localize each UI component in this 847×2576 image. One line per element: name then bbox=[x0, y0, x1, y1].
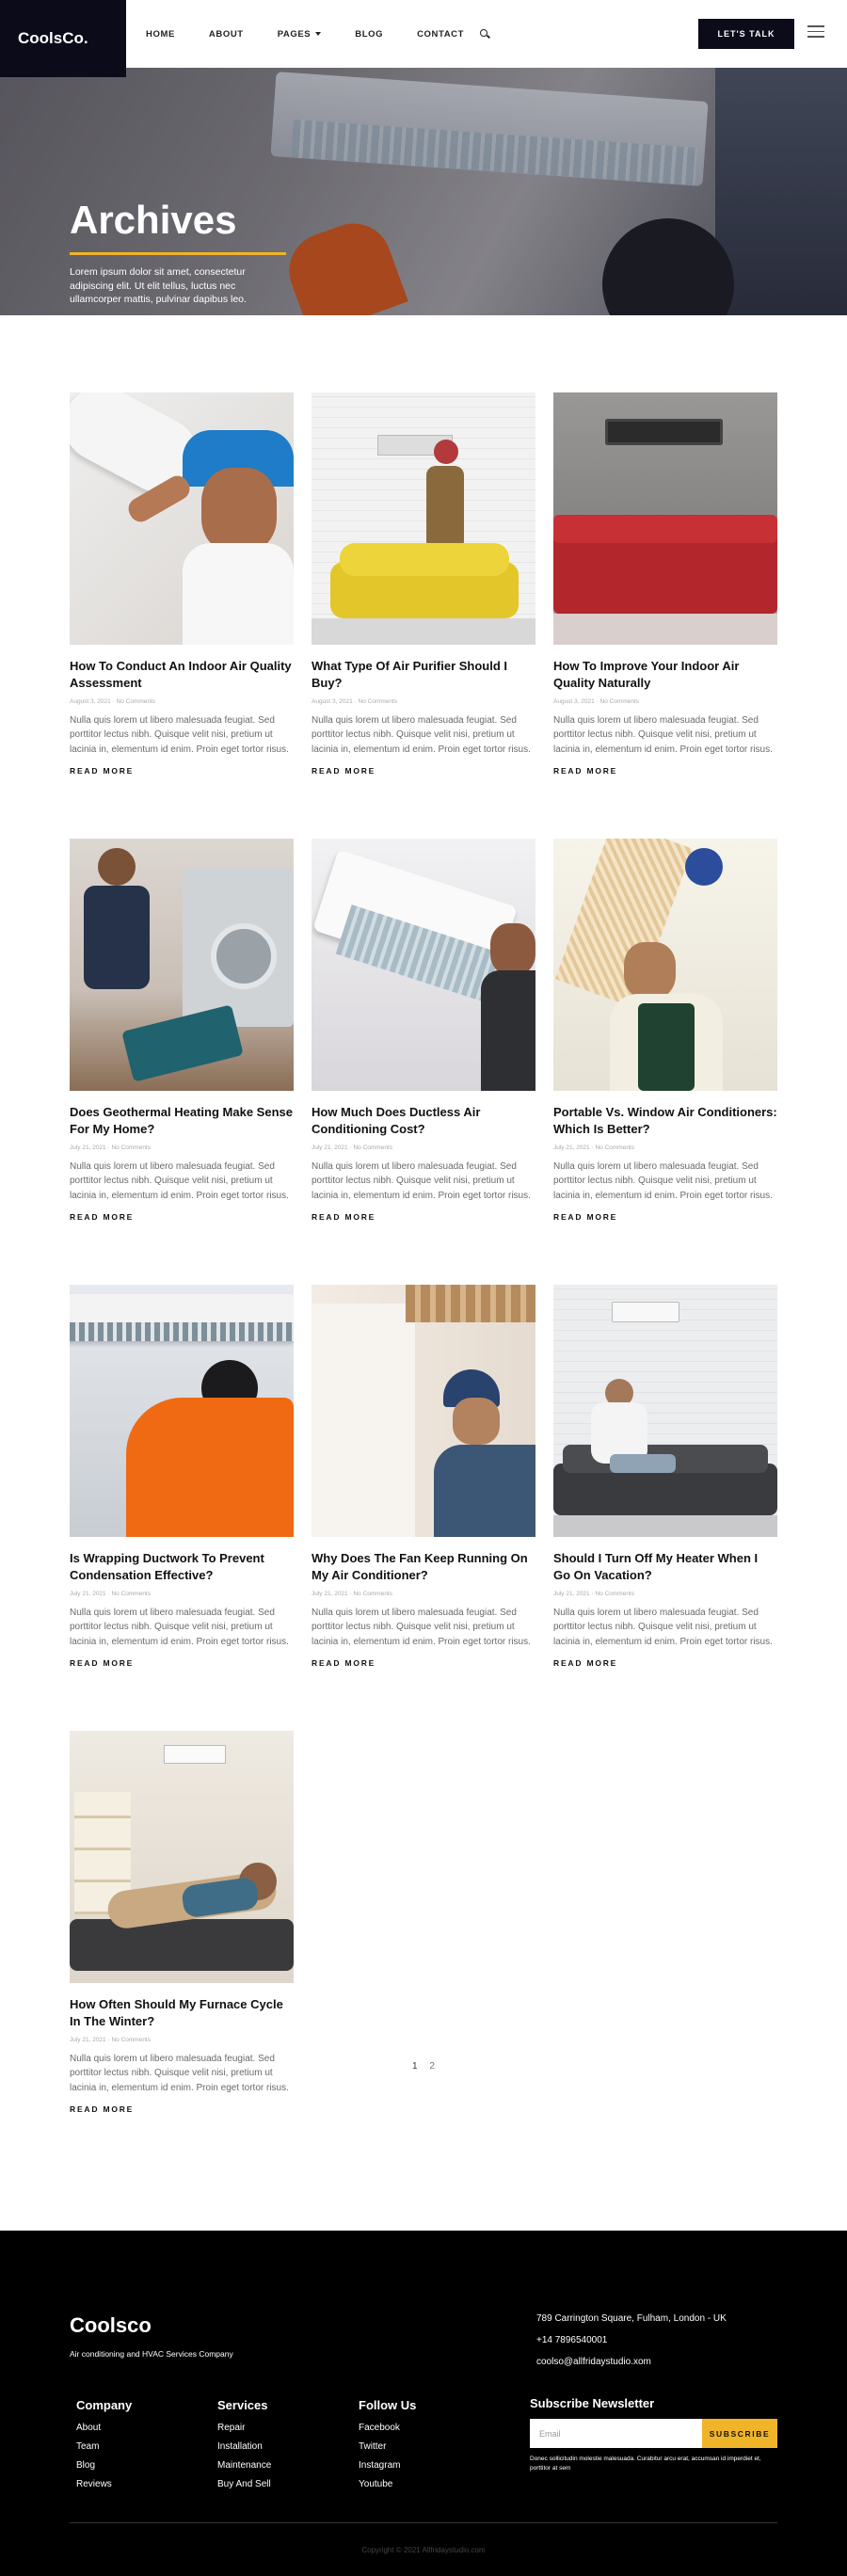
post-card bbox=[70, 1731, 294, 2117]
nav-home-label: HOME bbox=[146, 28, 175, 40]
post-date: July 21, 2021 bbox=[553, 1590, 590, 1597]
main-nav bbox=[146, 0, 490, 68]
footer-col-title: Services bbox=[217, 2398, 268, 2412]
post-title[interactable]: How Often Should My Furnace Cycle In The Winter? bbox=[70, 1997, 283, 2029]
post-title[interactable]: How Much Does Ductless Air Conditioning Cost? bbox=[312, 1105, 481, 1137]
post-meta: July 21, 2021 · No Comments bbox=[312, 1590, 392, 1597]
footer-divider bbox=[70, 2522, 777, 2523]
post-comments[interactable]: No Comments bbox=[599, 697, 640, 705]
posts-section bbox=[0, 315, 847, 2115]
newsletter-title: Subscribe Newsletter bbox=[530, 2396, 655, 2410]
hero-description: Lorem ipsum dolor sit amet, consectetur adipiscing elit. Ut elit tellus, luctus nec ullamcorper mattis, pulvinar dapibus leo. bbox=[70, 266, 247, 306]
post-date: July 21, 2021 bbox=[70, 1144, 106, 1151]
read-more-link[interactable]: READ MORE bbox=[553, 1658, 618, 1669]
post-card bbox=[70, 839, 294, 1224]
post-excerpt: Nulla quis lorem ut libero malesuada feugiat. Sed porttitor lectus nibh. Quisque velit nisi, pretium ut lacinia in, elementum id enim. Proin eget tortor risus. bbox=[312, 714, 531, 755]
post-thumbnail[interactable] bbox=[312, 839, 535, 1091]
post-thumbnail[interactable] bbox=[70, 1285, 294, 1537]
post-excerpt: Nulla quis lorem ut libero malesuada feugiat. Sed porttitor lectus nibh. Quisque velit nisi, pretium ut lacinia in, elementum id enim. Proin eget tortor risus. bbox=[553, 1160, 773, 1201]
newsletter-email-input[interactable] bbox=[530, 2419, 702, 2448]
post-card bbox=[70, 392, 294, 778]
post-thumbnail[interactable] bbox=[70, 839, 294, 1091]
read-more-link[interactable]: READ MORE bbox=[312, 766, 376, 776]
post-meta: July 21, 2021 · No Comments bbox=[553, 1144, 634, 1151]
footer-link-repair[interactable]: Repair bbox=[217, 2423, 246, 2433]
nav-pages-label: PAGES bbox=[277, 28, 312, 40]
footer-link-twitter[interactable]: Twitter bbox=[359, 2441, 387, 2452]
post-date: August 3, 2021 bbox=[553, 697, 595, 705]
logo[interactable] bbox=[0, 0, 126, 77]
footer-col-title: Company bbox=[76, 2398, 133, 2412]
post-thumbnail[interactable] bbox=[70, 392, 294, 645]
post-title[interactable]: Why Does The Fan Keep Running On My Air Conditioner? bbox=[312, 1551, 528, 1583]
footer-col-follow bbox=[359, 2398, 416, 2498]
caret-down-icon bbox=[315, 32, 321, 36]
footer-tagline: Air conditioning and HVAC Services Company bbox=[70, 2349, 233, 2359]
post-excerpt: Nulla quis lorem ut libero malesuada feugiat. Sed porttitor lectus nibh. Quisque velit nisi, pretium ut lacinia in, elementum id enim. Proin eget tortor risus. bbox=[553, 1607, 773, 1647]
nav-home[interactable] bbox=[146, 29, 175, 40]
read-more-link[interactable]: READ MORE bbox=[312, 1212, 376, 1223]
post-card bbox=[553, 1285, 777, 1671]
nav-about-label: ABOUT bbox=[208, 28, 244, 40]
post-comments[interactable]: No Comments bbox=[353, 1590, 392, 1597]
post-thumbnail[interactable] bbox=[312, 1285, 535, 1537]
hamburger-menu-icon[interactable] bbox=[807, 25, 824, 39]
footer-link-youtube[interactable]: Youtube bbox=[359, 2479, 393, 2489]
site-header bbox=[0, 0, 847, 68]
post-date: July 21, 2021 bbox=[312, 1144, 348, 1151]
post-excerpt: Nulla quis lorem ut libero malesuada feugiat. Sed porttitor lectus nibh. Quisque velit nisi, pretium ut lacinia in, elementum id enim. Proin eget tortor risus. bbox=[70, 1160, 289, 1201]
post-card bbox=[70, 1285, 294, 1671]
post-card bbox=[312, 839, 535, 1224]
post-card bbox=[553, 392, 777, 778]
nav-contact-label: CONTACT bbox=[417, 28, 465, 40]
read-more-link[interactable]: READ MORE bbox=[70, 1658, 135, 1669]
search-icon[interactable] bbox=[479, 28, 490, 40]
copyright: Copyright © 2021 Allfridaystudio.com bbox=[361, 2546, 486, 2554]
post-comments[interactable]: No Comments bbox=[111, 2036, 151, 2043]
page-title: Archives bbox=[70, 198, 237, 242]
hero-banner bbox=[0, 68, 847, 315]
post-title[interactable]: Portable Vs. Window Air Conditioners: Which Is Better? bbox=[553, 1105, 777, 1137]
page-next[interactable]: 2 bbox=[429, 2061, 435, 2072]
post-date: July 21, 2021 bbox=[312, 1590, 348, 1597]
footer-link-reviews[interactable]: Reviews bbox=[76, 2479, 112, 2489]
post-comments[interactable]: No Comments bbox=[595, 1144, 634, 1151]
footer-link-maintenance[interactable]: Maintenance bbox=[217, 2460, 272, 2471]
post-title[interactable]: Is Wrapping Ductwork To Prevent Condensation Effective? bbox=[70, 1551, 264, 1583]
post-card bbox=[312, 1285, 535, 1671]
post-card bbox=[553, 839, 777, 1224]
post-meta: August 3, 2021 · No Comments bbox=[312, 697, 398, 705]
read-more-link[interactable]: READ MORE bbox=[553, 766, 618, 776]
footer-col-company bbox=[76, 2398, 132, 2498]
post-excerpt: Nulla quis lorem ut libero malesuada feugiat. Sed porttitor lectus nibh. Quisque velit nisi, pretium ut lacinia in, elementum id enim. Proin eget tortor risus. bbox=[70, 1607, 289, 1647]
nav-blog-label: BLOG bbox=[355, 28, 384, 40]
post-comments[interactable]: No Comments bbox=[111, 1144, 151, 1151]
post-meta: August 3, 2021 · No Comments bbox=[70, 697, 156, 705]
nav-pages[interactable] bbox=[278, 29, 322, 40]
nav-contact[interactable] bbox=[417, 29, 464, 40]
post-meta: August 3, 2021 · No Comments bbox=[553, 697, 640, 705]
page-current: 1 bbox=[412, 2061, 418, 2072]
post-thumbnail[interactable] bbox=[312, 392, 535, 645]
post-thumbnail[interactable] bbox=[553, 392, 777, 645]
post-title[interactable]: How To Improve Your Indoor Air Quality Naturally bbox=[553, 659, 740, 691]
footer-link-about[interactable]: About bbox=[76, 2423, 102, 2433]
read-more-link[interactable]: READ MORE bbox=[70, 766, 135, 776]
nav-about[interactable] bbox=[209, 29, 244, 40]
newsletter-form bbox=[530, 2419, 777, 2448]
post-comments[interactable]: No Comments bbox=[595, 1590, 634, 1597]
title-underline bbox=[70, 252, 286, 255]
footer-link-blog[interactable]: Blog bbox=[76, 2460, 96, 2471]
post-excerpt: Nulla quis lorem ut libero malesuada feugiat. Sed porttitor lectus nibh. Quisque velit nisi, pretium ut lacinia in, elementum id enim. Proin eget tortor risus. bbox=[312, 1607, 531, 1647]
footer-phone[interactable]: +14 7896540001 bbox=[536, 2335, 608, 2345]
subscribe-button[interactable]: SUBSCRIBE bbox=[702, 2419, 777, 2448]
newsletter-note: Donec sollicitudin molestie malesuada. Curabitur arcu erat, accumsan id imperdiet et, porttitor at sem bbox=[530, 2456, 761, 2472]
post-date: July 21, 2021 bbox=[70, 2036, 106, 2043]
post-comments[interactable]: No Comments bbox=[116, 697, 156, 705]
footer-link-buy-and-sell[interactable]: Buy And Sell bbox=[217, 2479, 271, 2489]
post-title[interactable]: What Type Of Air Purifier Should I Buy? bbox=[312, 659, 508, 691]
post-meta: July 21, 2021 · No Comments bbox=[70, 1590, 151, 1597]
post-meta: July 21, 2021 · No Comments bbox=[553, 1590, 634, 1597]
post-excerpt: Nulla quis lorem ut libero malesuada feugiat. Sed porttitor lectus nibh. Quisque velit nisi, pretium ut lacinia in, elementum id enim. Proin eget tortor risus. bbox=[312, 1160, 531, 1201]
read-more-link[interactable]: READ MORE bbox=[553, 1212, 618, 1223]
post-excerpt: Nulla quis lorem ut libero malesuada feugiat. Sed porttitor lectus nibh. Quisque velit nisi, pretium ut lacinia in, elementum id enim. Proin eget tortor risus. bbox=[70, 2053, 289, 2093]
posts-grid bbox=[70, 315, 777, 2115]
footer-col-services bbox=[217, 2398, 271, 2498]
logo-text: CoolsCo. bbox=[18, 29, 88, 47]
post-meta: July 21, 2021 · No Comments bbox=[312, 1144, 392, 1151]
lets-talk-button[interactable]: LET'S TALK bbox=[698, 19, 794, 49]
footer-link-instagram[interactable]: Instagram bbox=[359, 2460, 401, 2471]
post-excerpt: Nulla quis lorem ut libero malesuada feugiat. Sed porttitor lectus nibh. Quisque velit nisi, pretium ut lacinia in, elementum id enim. Proin eget tortor risus. bbox=[553, 714, 773, 755]
site-footer bbox=[0, 2231, 847, 2576]
read-more-link[interactable]: READ MORE bbox=[70, 1212, 135, 1223]
footer-link-installation[interactable]: Installation bbox=[217, 2441, 263, 2452]
footer-link-team[interactable]: Team bbox=[76, 2441, 100, 2452]
read-more-link[interactable]: READ MORE bbox=[312, 1658, 376, 1669]
pagination bbox=[70, 2061, 777, 2072]
footer-email[interactable]: coolso@allfridaystudio.xom bbox=[536, 2357, 651, 2367]
post-title[interactable]: How To Conduct An Indoor Air Quality Assessment bbox=[70, 659, 292, 691]
post-card bbox=[312, 392, 535, 778]
footer-contact bbox=[536, 2308, 727, 2373]
footer-address: 789 Carrington Square, Fulham, London - UK bbox=[536, 2313, 727, 2324]
post-meta: July 21, 2021 · No Comments bbox=[70, 2036, 151, 2043]
post-excerpt: Nulla quis lorem ut libero malesuada feugiat. Sed porttitor lectus nibh. Quisque velit nisi, pretium ut lacinia in, elementum id enim. Proin eget tortor risus. bbox=[70, 714, 289, 755]
post-meta: July 21, 2021 · No Comments bbox=[70, 1144, 151, 1151]
footer-brand: Coolsco bbox=[70, 2313, 152, 2337]
post-title[interactable]: Should I Turn Off My Heater When I Go On Vacation? bbox=[553, 1551, 759, 1583]
post-thumbnail[interactable] bbox=[553, 839, 777, 1091]
post-thumbnail[interactable] bbox=[70, 1731, 294, 1983]
post-date: August 3, 2021 bbox=[70, 697, 111, 705]
post-date: August 3, 2021 bbox=[312, 697, 353, 705]
post-comments[interactable]: No Comments bbox=[353, 1144, 392, 1151]
post-comments[interactable]: No Comments bbox=[358, 697, 398, 705]
post-comments[interactable]: No Comments bbox=[111, 1590, 151, 1597]
post-date: July 21, 2021 bbox=[553, 1144, 590, 1151]
footer-col-title: Follow Us bbox=[359, 2398, 417, 2412]
read-more-link[interactable]: READ MORE bbox=[70, 2104, 135, 2115]
footer-link-facebook[interactable]: Facebook bbox=[359, 2423, 400, 2433]
post-date: July 21, 2021 bbox=[70, 1590, 106, 1597]
post-title[interactable]: Does Geothermal Heating Make Sense For My Home? bbox=[70, 1105, 293, 1137]
nav-blog[interactable] bbox=[355, 29, 383, 40]
post-thumbnail[interactable] bbox=[553, 1285, 777, 1537]
